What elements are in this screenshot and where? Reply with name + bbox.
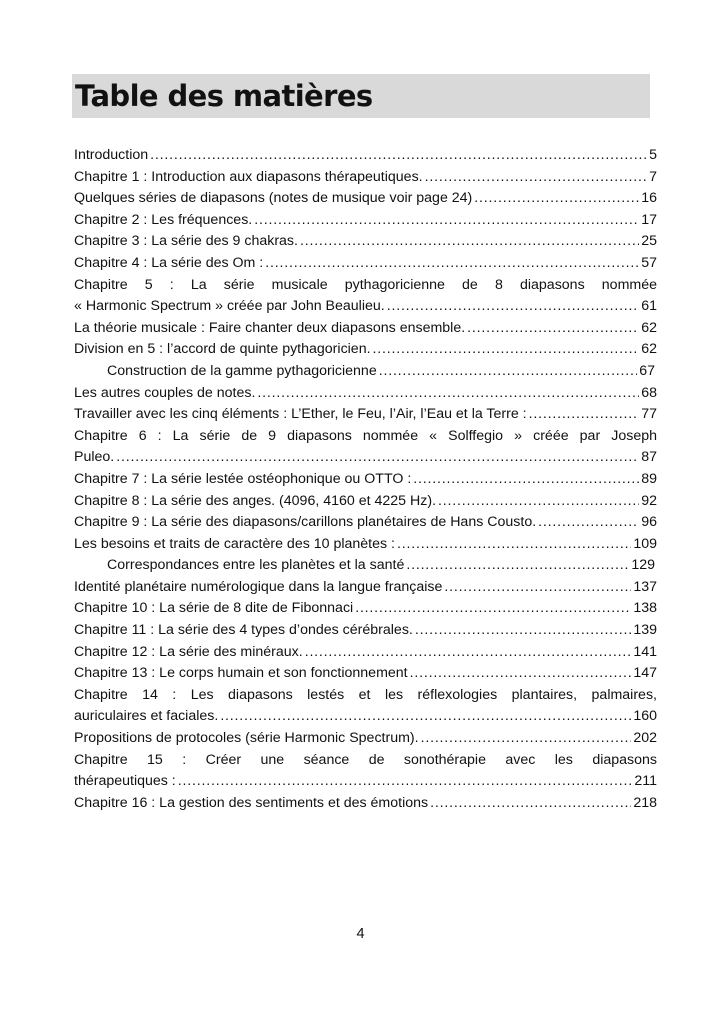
toc-entry-page: 67 <box>639 362 655 379</box>
table-of-contents <box>74 145 657 814</box>
toc-entry-besoins-planetes[interactable] <box>74 534 657 556</box>
toc-entry-introduction[interactable] <box>74 145 657 167</box>
dot-leader <box>538 512 639 534</box>
dot-leader <box>410 663 632 685</box>
toc-entry-label: Chapitre 3 : La série des 9 chakras. <box>74 233 298 250</box>
dot-leader <box>430 793 631 815</box>
dot-leader <box>474 188 639 210</box>
toc-entry-label: Propositions de protocoles (série Harmonic Spectrum). <box>74 730 419 747</box>
toc-entry-chapitre-2[interactable] <box>74 210 657 232</box>
toc-entry-page: 62 <box>641 341 657 358</box>
toc-entry-label: Les autres couples de notes. <box>74 384 256 401</box>
dot-leader <box>529 404 640 426</box>
dot-leader <box>116 447 639 469</box>
toc-entry-label: « Harmonic Spectrum » créée par John Beaulieu. <box>74 298 385 315</box>
toc-entry-label: Travailler avec les cinq éléments : L’Ether, le Feu, l’Air, l’Eau et la Terre : <box>74 406 527 423</box>
dot-leader <box>413 469 639 491</box>
toc-entry-chapitre-9[interactable] <box>74 512 657 534</box>
toc-entry-page: 5 <box>649 147 657 163</box>
toc-entry-page: 147 <box>633 665 657 682</box>
toc-entry-autres-couples[interactable] <box>74 383 657 405</box>
toc-entry-label: Introduction <box>74 147 149 163</box>
dot-leader <box>257 383 639 405</box>
dot-leader <box>305 642 632 664</box>
toc-entry-correspondances[interactable] <box>74 555 655 577</box>
dot-leader <box>300 231 639 253</box>
page-title: Table des matières <box>75 79 373 113</box>
toc-entry-chapitre-16[interactable] <box>74 793 657 815</box>
toc-entry-page: 160 <box>633 708 657 725</box>
toc-entry-chapitre-15-line1[interactable]: Chapitre 15 : Créer une séance de sonothérapie avec les diapasons <box>74 751 657 768</box>
toc-entry-label: Chapitre 10 : La série de 8 dite de Fibonnaci <box>74 600 354 617</box>
dot-leader <box>265 253 639 275</box>
toc-entry-label: Chapitre 7 : La série lestée ostéophonique ou OTTO : <box>74 470 412 487</box>
toc-entry-label: Construction de la gamme pythagoricienne <box>107 362 377 379</box>
toc-entry-page: 62 <box>641 319 657 336</box>
toc-entry-label: Quelques séries de diapasons (notes de musique voir page 24) <box>74 190 473 207</box>
toc-entry-theorie-musicale[interactable] <box>74 318 657 340</box>
toc-entry-label: Chapitre 2 : Les fréquences. <box>74 211 253 228</box>
dot-leader <box>254 210 639 232</box>
toc-entry-propositions-protocoles[interactable] <box>74 728 657 750</box>
dot-leader <box>355 598 631 620</box>
toc-entry-chapitre-5[interactable] <box>74 296 657 318</box>
toc-entry-construction-gamme[interactable] <box>74 361 655 383</box>
toc-entry-label: auriculaires et faciales. <box>74 708 219 725</box>
toc-entry-page: 89 <box>641 470 657 487</box>
toc-entry-label: Puleo. <box>74 449 115 466</box>
toc-entry-chapitre-10[interactable] <box>74 598 657 620</box>
toc-entry-label: Chapitre 4 : La série des Om : <box>74 254 264 271</box>
toc-entry-chapitre-6[interactable] <box>74 447 657 469</box>
dot-leader <box>421 728 632 750</box>
toc-entry-identite-planetaire[interactable] <box>74 577 657 599</box>
toc-entry-label: Chapitre 16 : La gestion des sentiments et des émotions <box>74 794 429 811</box>
dot-leader <box>387 296 640 318</box>
toc-entry-chapitre-3[interactable] <box>74 231 657 253</box>
toc-entry-page: 129 <box>631 557 655 574</box>
toc-entry-label: Chapitre 12 : La série des minéraux. <box>74 643 303 660</box>
toc-entry-page: 109 <box>633 535 657 552</box>
title-banner <box>72 74 650 118</box>
toc-entry-label: Chapitre 11 : La série des 4 types d’ondes cérébrales. <box>74 622 413 639</box>
dot-leader <box>415 620 631 642</box>
toc-entry-page: 211 <box>634 773 657 790</box>
toc-entry-page: 141 <box>633 643 657 660</box>
toc-entry-page: 139 <box>633 622 657 639</box>
toc-entry-page: 57 <box>641 254 657 271</box>
toc-entry-page: 202 <box>633 730 657 747</box>
toc-entry-cinq-elements[interactable] <box>74 404 657 426</box>
toc-entry-chapitre-1[interactable] <box>74 167 657 189</box>
toc-entry-page: 87 <box>641 449 657 466</box>
toc-entry-page: 137 <box>633 578 657 595</box>
toc-entry-chapitre-13[interactable] <box>74 663 657 685</box>
toc-entry-label: La théorie musicale : Faire chanter deux diapasons ensemble. <box>74 319 466 336</box>
toc-entry-chapitre-15[interactable] <box>74 771 657 793</box>
dot-leader <box>425 167 647 189</box>
toc-entry-page: 16 <box>641 190 657 207</box>
toc-entry-chapitre-12[interactable] <box>74 642 657 664</box>
toc-entry-label: Correspondances entre les planètes et la santé <box>107 557 405 574</box>
dot-leader <box>220 706 631 728</box>
toc-entry-label: Division en 5 : l’accord de quinte pythagoricien. <box>74 341 371 358</box>
dot-leader <box>467 318 639 340</box>
toc-entry-label: Les besoins et traits de caractère des 10 planètes : <box>74 535 395 552</box>
toc-entry-page: 96 <box>641 514 657 531</box>
toc-entry-page: 7 <box>649 168 657 185</box>
toc-entry-page: 61 <box>641 298 657 315</box>
toc-entry-label: Chapitre 9 : La série des diapasons/carillons planétaires de Hans Cousto. <box>74 514 537 531</box>
dot-leader <box>379 361 638 383</box>
toc-entry-page: 138 <box>633 600 657 617</box>
toc-entry-label: thérapeutiques : <box>74 773 176 790</box>
dot-leader <box>444 577 631 599</box>
toc-entry-label: Chapitre 1 : Introduction aux diapasons thérapeutiques. <box>74 168 423 185</box>
toc-entry-page: 25 <box>641 233 657 250</box>
toc-entry-chapitre-6-line1[interactable]: Chapitre 6 : La série de 9 diapasons nommée « Solffegio » créée par Joseph <box>74 427 657 444</box>
toc-entry-chapitre-14-line1[interactable]: Chapitre 14 : Les diapasons lestés et les réflexologies plantaires, palmaires, <box>74 686 657 703</box>
toc-entry-series[interactable] <box>74 188 657 210</box>
toc-entry-page: 77 <box>641 406 657 423</box>
toc-entry-label: Identité planétaire numérologique dans la langue française <box>74 578 443 595</box>
toc-entry-page: 68 <box>641 384 657 401</box>
dot-leader <box>373 339 640 361</box>
dot-leader <box>150 145 647 167</box>
toc-entry-chapitre-7[interactable] <box>74 469 657 491</box>
toc-entry-division-en-5[interactable] <box>74 339 657 361</box>
dot-leader <box>438 491 639 513</box>
toc-entry-chapitre-5-line1[interactable]: Chapitre 5 : La série musicale pythagoricienne de 8 diapasons nommée <box>74 276 657 293</box>
toc-entry-label: Chapitre 8 : La série des anges. (4096, 4160 et 4225 Hz). <box>74 492 437 509</box>
toc-entry-chapitre-4[interactable] <box>74 253 657 275</box>
toc-entry-page: 92 <box>641 492 657 509</box>
toc-entry-chapitre-8[interactable] <box>74 491 657 513</box>
toc-entry-page: 218 <box>633 794 657 811</box>
dot-leader <box>397 534 631 556</box>
dot-leader <box>406 555 629 577</box>
toc-entry-label: Chapitre 13 : Le corps humain et son fonctionnement <box>74 665 408 682</box>
page-number: 4 <box>356 926 365 942</box>
dot-leader <box>178 771 633 793</box>
toc-entry-chapitre-14[interactable] <box>74 706 657 728</box>
toc-entry-chapitre-11[interactable] <box>74 620 657 642</box>
toc-entry-page: 17 <box>641 211 657 228</box>
